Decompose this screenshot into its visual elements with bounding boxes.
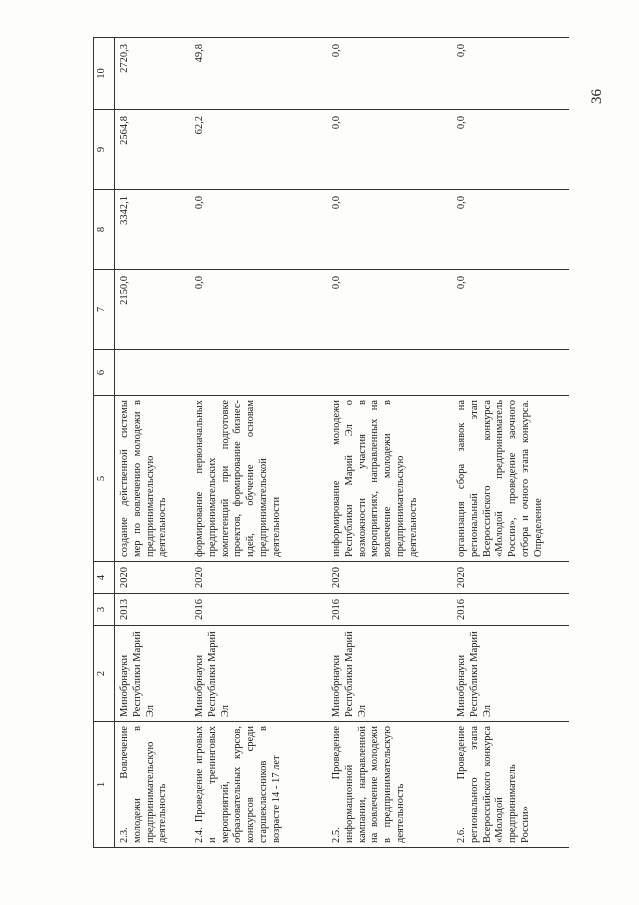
expected-result: информирование молодежи Республики Марий Эл о возможности участия в мероприятиях, направленных на вовлечение молодежи в предпринимательскую деятельность bbox=[327, 396, 452, 562]
header-cell: 4 bbox=[94, 562, 115, 594]
start-year: 2016 bbox=[327, 594, 452, 626]
col8-value: 0,0 bbox=[190, 190, 327, 270]
header-cell: 7 bbox=[94, 270, 115, 350]
start-year: 2016 bbox=[452, 594, 569, 626]
start-year: 2013 bbox=[115, 594, 191, 626]
table-row bbox=[452, 38, 569, 848]
program-table bbox=[93, 37, 569, 848]
col9-value: 2564,8 bbox=[115, 110, 191, 190]
expected-result: формирование первоначальных предпринимательских компетенций при подготовке проектов, формирование бизнес-идей, обучение основам предпринимательской деятельности bbox=[190, 396, 327, 562]
responsible-org: Минобрнауки Республики Марий Эл bbox=[327, 626, 452, 722]
col9-value: 0,0 bbox=[327, 110, 452, 190]
activity-name: 2.3. Вовлечение молодежи в предпринимательскую деятельность bbox=[115, 722, 191, 848]
header-cell: 1 bbox=[94, 722, 115, 848]
col8-value: 0,0 bbox=[327, 190, 452, 270]
header-cell: 8 bbox=[94, 190, 115, 270]
table-row bbox=[190, 38, 327, 848]
activity-name: 2.6. Проведение регионального этапа Всероссийского конкурса «Молодой предприниматель России» bbox=[452, 722, 569, 848]
activity-name: 2.5. Проведение информационной кампании, направленной на вовлечение молодежи в предпринимательскую деятельность bbox=[327, 722, 452, 848]
col9-value: 62,2 bbox=[190, 110, 327, 190]
table-row bbox=[115, 38, 191, 848]
col9-value: 0,0 bbox=[452, 110, 569, 190]
table-row bbox=[327, 38, 452, 848]
header-cell: 2 bbox=[94, 626, 115, 722]
end-year: 2020 bbox=[452, 562, 569, 594]
responsible-org: Минобрнауки Республики Марий Эл bbox=[190, 626, 327, 722]
col6-cell bbox=[327, 350, 452, 396]
col6-cell bbox=[115, 350, 191, 396]
header-cell: 6 bbox=[94, 350, 115, 396]
col8-value: 3342,1 bbox=[115, 190, 191, 270]
end-year: 2020 bbox=[327, 562, 452, 594]
header-cell: 9 bbox=[94, 110, 115, 190]
col10-value: 49,8 bbox=[190, 38, 327, 110]
col8-value: 0,0 bbox=[452, 190, 569, 270]
col7-value: 0,0 bbox=[327, 270, 452, 350]
col7-value: 2150,0 bbox=[115, 270, 191, 350]
rotated-sheet bbox=[93, 38, 563, 848]
responsible-org: Минобрнауки Республики Марий Эл bbox=[452, 626, 569, 722]
end-year: 2020 bbox=[115, 562, 191, 594]
end-year: 2020 bbox=[190, 562, 327, 594]
col10-value: 2720,3 bbox=[115, 38, 191, 110]
col7-value: 0,0 bbox=[452, 270, 569, 350]
col10-value: 0,0 bbox=[327, 38, 452, 110]
page-number: 36 bbox=[589, 89, 605, 104]
col6-cell bbox=[190, 350, 327, 396]
activity-name: 2.4. Проведение игровых и тренинговых мероприятий, образовательных курсов, конкурсов среди старшеклассников в возрасте 14 - 17 лет bbox=[190, 722, 327, 848]
col6-cell bbox=[452, 350, 569, 396]
expected-result: организация сбора заявок на региональный этап Всероссийского конкурса «Молодой предприниматель России», проведение заочного отбора и очного этапа конкурса. Определение bbox=[452, 396, 569, 562]
header-cell: 5 bbox=[94, 396, 115, 562]
start-year: 2016 bbox=[190, 594, 327, 626]
header-row bbox=[94, 38, 115, 848]
col7-value: 0,0 bbox=[190, 270, 327, 350]
col10-value: 0,0 bbox=[452, 38, 569, 110]
responsible-org: Минобрнауки Республики Марий Эл bbox=[115, 626, 191, 722]
header-cell: 10 bbox=[94, 38, 115, 110]
header-cell: 3 bbox=[94, 594, 115, 626]
expected-result: создание действенной системы мер по вовлечению молодежи в предпринимательскую деятельность bbox=[115, 396, 191, 562]
